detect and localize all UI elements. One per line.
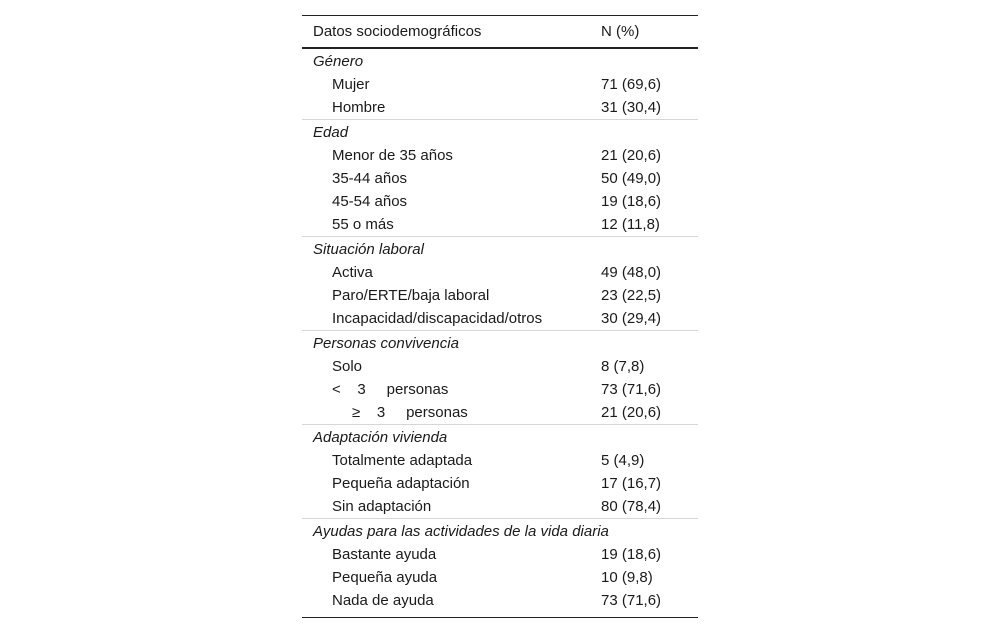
table-row: [302, 96, 698, 119]
row-label: Sin adaptación: [332, 498, 432, 515]
table-row: [302, 355, 698, 378]
row-label: 55 o más: [332, 216, 394, 233]
row-label: Mujer: [332, 76, 370, 93]
row-value: 50 (49,0): [601, 170, 662, 187]
row-value: 21 (20,6): [601, 404, 662, 421]
table-row: [302, 472, 698, 495]
row-value: 49 (48,0): [601, 264, 662, 281]
row-label: Totalmente adaptada: [332, 452, 473, 469]
table-row: [302, 543, 698, 566]
table-row: [302, 401, 698, 424]
row-value: 19 (18,6): [601, 193, 662, 210]
section-title: Género: [313, 53, 364, 70]
row-label: Paro/ERTE/baja laboral: [332, 287, 490, 304]
table-row: [302, 190, 698, 213]
row-value: 12 (11,8): [601, 216, 660, 233]
row-value: 80 (78,4): [601, 498, 662, 515]
row-label: Pequeña adaptación: [332, 475, 470, 492]
table-row: [302, 284, 698, 307]
row-value: 17 (16,7): [601, 475, 662, 492]
section-title: Adaptación vivienda: [313, 429, 448, 446]
row-value: 31 (30,4): [601, 99, 662, 116]
row-label: 45-54 años: [332, 193, 408, 210]
row-label: ≥ 3 personas: [352, 404, 468, 421]
section-title-row: [302, 237, 698, 261]
row-value: 8 (7,8): [601, 358, 645, 375]
row-value: 5 (4,9): [601, 452, 645, 469]
table-row: [302, 213, 698, 236]
table-row: [302, 261, 698, 284]
row-label: < 3 personas: [332, 381, 449, 398]
section-title-row: [302, 331, 698, 355]
table-bottom-rule: [302, 617, 698, 618]
section-title-row: [302, 49, 698, 73]
row-label: Activa: [332, 264, 373, 281]
row-label: Incapacidad/discapacidad/otros: [332, 310, 543, 327]
row-value: 10 (9,8): [601, 569, 653, 586]
header-col-label: Datos sociodemográficos: [313, 23, 482, 40]
table-row: [302, 73, 698, 96]
row-value: 73 (71,6): [601, 381, 662, 398]
header-col-value: N (%): [601, 23, 640, 40]
row-value: 21 (20,6): [601, 147, 662, 164]
section-title: Ayudas para las actividades de la vida diaria: [313, 523, 609, 540]
section-title: Situación laboral: [313, 241, 424, 258]
row-value: 19 (18,6): [601, 546, 662, 563]
row-value: 23 (22,5): [601, 287, 662, 304]
row-value: 73 (71,6): [601, 592, 662, 609]
table-row: [302, 144, 698, 167]
table-row: [302, 449, 698, 472]
section-title: Personas convivencia: [313, 335, 459, 352]
table-row: [302, 167, 698, 190]
section-title-row: [302, 120, 698, 144]
table-row: [302, 307, 698, 330]
row-value: 30 (29,4): [601, 310, 662, 327]
row-label: Pequeña ayuda: [332, 569, 438, 586]
row-label: Menor de 35 años: [332, 147, 453, 164]
section-title-row: [302, 425, 698, 449]
table-row: [302, 378, 698, 401]
row-label: Solo: [332, 358, 363, 375]
row-label: Hombre: [332, 99, 386, 116]
row-label: Bastante ayuda: [332, 546, 437, 563]
table-header-row: [302, 16, 698, 47]
row-value: 71 (69,6): [601, 76, 662, 93]
section-title: Edad: [313, 124, 349, 141]
sociodemographic-table: [302, 15, 698, 618]
section-title-row: [302, 519, 698, 543]
row-label: Nada de ayuda: [332, 592, 434, 609]
row-label: 35-44 años: [332, 170, 408, 187]
table-row: [302, 495, 698, 518]
table-row: [302, 566, 698, 589]
table-row: [302, 589, 698, 612]
